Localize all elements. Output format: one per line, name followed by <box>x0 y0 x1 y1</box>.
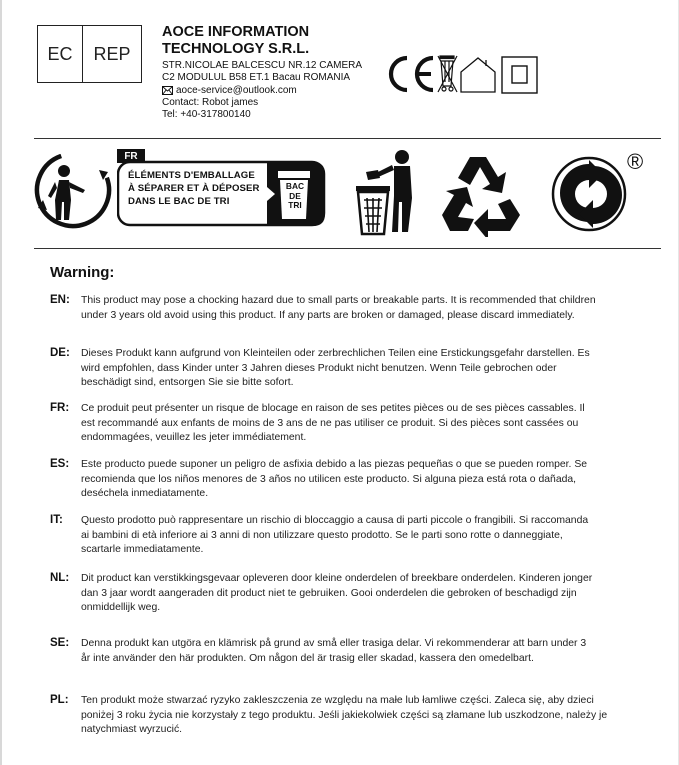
text-line: endommagées, veuillez les jeter immédiatement. <box>81 432 307 444</box>
lang-code: EN: <box>50 294 70 306</box>
triman-line2: À SÉPARER ET À DÉPOSER <box>128 182 260 194</box>
warning-text <box>81 458 651 502</box>
triman-text <box>128 170 260 208</box>
registered-mark: ® <box>627 149 644 174</box>
address-line2: C2 MODULUL B58 ET.1 Bacau ROMANIA <box>162 72 351 84</box>
text-line: Questo prodotto può rappresentare un rischio di bloccaggio a causa di parti piccole o frangibili. Si raccomanda <box>81 515 589 526</box>
text-line: under 3 years old avoid using this product. If any parts are broken or damaged, please discard immediately. <box>81 309 575 321</box>
lang-code: IT: <box>50 514 63 526</box>
triman-lang: FR <box>124 150 138 162</box>
text-line: Ce produit peut présenter un risque de blocage en raison de ses petites pièces ou de ses pièces cassables. Il <box>81 403 585 414</box>
triman-line3: DANS LE BAC DE TRI <box>128 195 230 207</box>
warning-text <box>81 514 651 558</box>
text-line: scartarle immediatamente. <box>81 544 204 556</box>
text-line: deséchela inmediatamente. <box>81 488 209 500</box>
bac-line1: BAC <box>285 181 305 191</box>
top-divider <box>34 138 661 139</box>
contact-line: Contact: Robot james <box>162 96 259 108</box>
rep-label: REP <box>93 43 131 64</box>
warning-text <box>81 402 651 446</box>
text-line: Ten produkt może stwarzać ryzyko zakleszczenia ze względu na małe lub łamliwe części. Zaleca się, aby dzieci <box>81 695 594 706</box>
ec-label: EC <box>38 26 83 82</box>
text-line: år inte använder den här produkten. Om någon del är trasig eller skadad, kassera den omedelbart. <box>81 652 534 664</box>
bac-line3: TRI <box>288 200 302 211</box>
warning-title: Warning: <box>50 264 115 281</box>
warning-text <box>81 347 651 391</box>
lang-code: SE: <box>50 637 70 649</box>
ce-mark-icon <box>391 58 433 90</box>
text-line: Dieses Produkt kann aufgrund von Kleinteilen oder zerbrechlichen Teilen eine Erstickungsgefahr darstellen. Es <box>81 348 590 359</box>
text-line: Denna produkt kan utgöra en klämrisk på grund av små eller trasiga delar. Vi rekommenderar att barn under 3 <box>81 638 587 649</box>
email-address[interactable]: aoce-service@outlook.com <box>176 84 297 96</box>
tidyman-icon <box>352 148 424 236</box>
text-line: ai bambini di età inferiore ai 3 anni di non utilizzare questo prodotto. Se le parti sono rotte o danneggiate, <box>81 529 563 541</box>
lang-code: PL: <box>50 694 69 706</box>
bac-line2: DE <box>289 190 301 201</box>
lang-code: FR: <box>50 402 70 414</box>
warning-text <box>81 694 651 738</box>
page-left-edge <box>0 0 2 765</box>
envelope-icon <box>162 86 173 95</box>
text-line: dan 3 jaar wordt aangeraden dit product niet te gebruiken. Gooi onderdelen die gebroken of beschadigd zijn <box>81 587 577 599</box>
company-name <box>162 24 309 58</box>
text-line: natychmiast wyrzucić. <box>81 724 183 736</box>
email-row <box>162 85 362 97</box>
text-line: Dit product kan verstikkingsgevaar opleveren door kleine onderdelen of breekbare onderdelen. Kinderen jonger <box>81 573 593 584</box>
text-line: wird empfohlen, dass Kinder unter 3 Jahren dieses Produkt nicht benutzen. Wenn Teile gebrochen oder <box>81 362 557 374</box>
middle-divider <box>34 248 661 249</box>
text-line: onmiddellijk weg. <box>81 602 161 614</box>
triman-icon <box>33 150 113 230</box>
house-icon <box>461 58 495 92</box>
text-line: poniżej 3 roku życia nie korzystały z tego produktu. Jeśli jakiekolwiek części są złamane lub uszkodzone, należy je <box>81 709 608 721</box>
text-line: beschädigt sind, entsorgen Sie sie bitte sofort. <box>81 377 294 389</box>
address-line1: STR.NICOLAE BALCESCU NR.12 CAMERA <box>162 60 363 71</box>
text-line: This product may pose a chocking hazard due to small parts or breakable parts. It is recommended that children <box>81 295 596 306</box>
lang-code: DE: <box>50 347 70 359</box>
warning-text <box>81 572 651 616</box>
triman-line1: ÉLÉMENTS D'EMBALLAGE <box>128 170 255 181</box>
company-name-line2: TECHNOLOGY S.R.L. <box>162 41 310 57</box>
text-line: Este producto puede suponer un peligro de asfixia debido a las piezas pequeñas o que se pueden romper. Se <box>81 459 588 470</box>
weee-bin-icon <box>438 56 457 92</box>
green-dot-icon <box>549 152 633 236</box>
company-name-line1: AOCE INFORMATION <box>162 24 310 40</box>
warning-text <box>81 294 651 323</box>
lang-code: NL: <box>50 572 70 584</box>
bac-de-tri-label <box>281 182 309 211</box>
text-line: est recommandé aux enfants de moins de 3 ans de ne pas utiliser ce produit. Si des pièces sont cassées ou <box>81 417 579 429</box>
recycle-icon <box>440 149 528 237</box>
company-address <box>162 60 362 121</box>
lang-code: ES: <box>50 458 70 470</box>
square-icon <box>502 57 537 93</box>
compliance-marks <box>385 52 539 96</box>
ec-rep-box <box>37 25 142 83</box>
warning-text <box>81 637 651 666</box>
text-line: recomienda que los niños menores de 3 años no utilicen este producto. Si alguna pieza está rota o dañada, <box>81 473 577 485</box>
tel-line: Tel: +40-317800140 <box>162 109 251 121</box>
